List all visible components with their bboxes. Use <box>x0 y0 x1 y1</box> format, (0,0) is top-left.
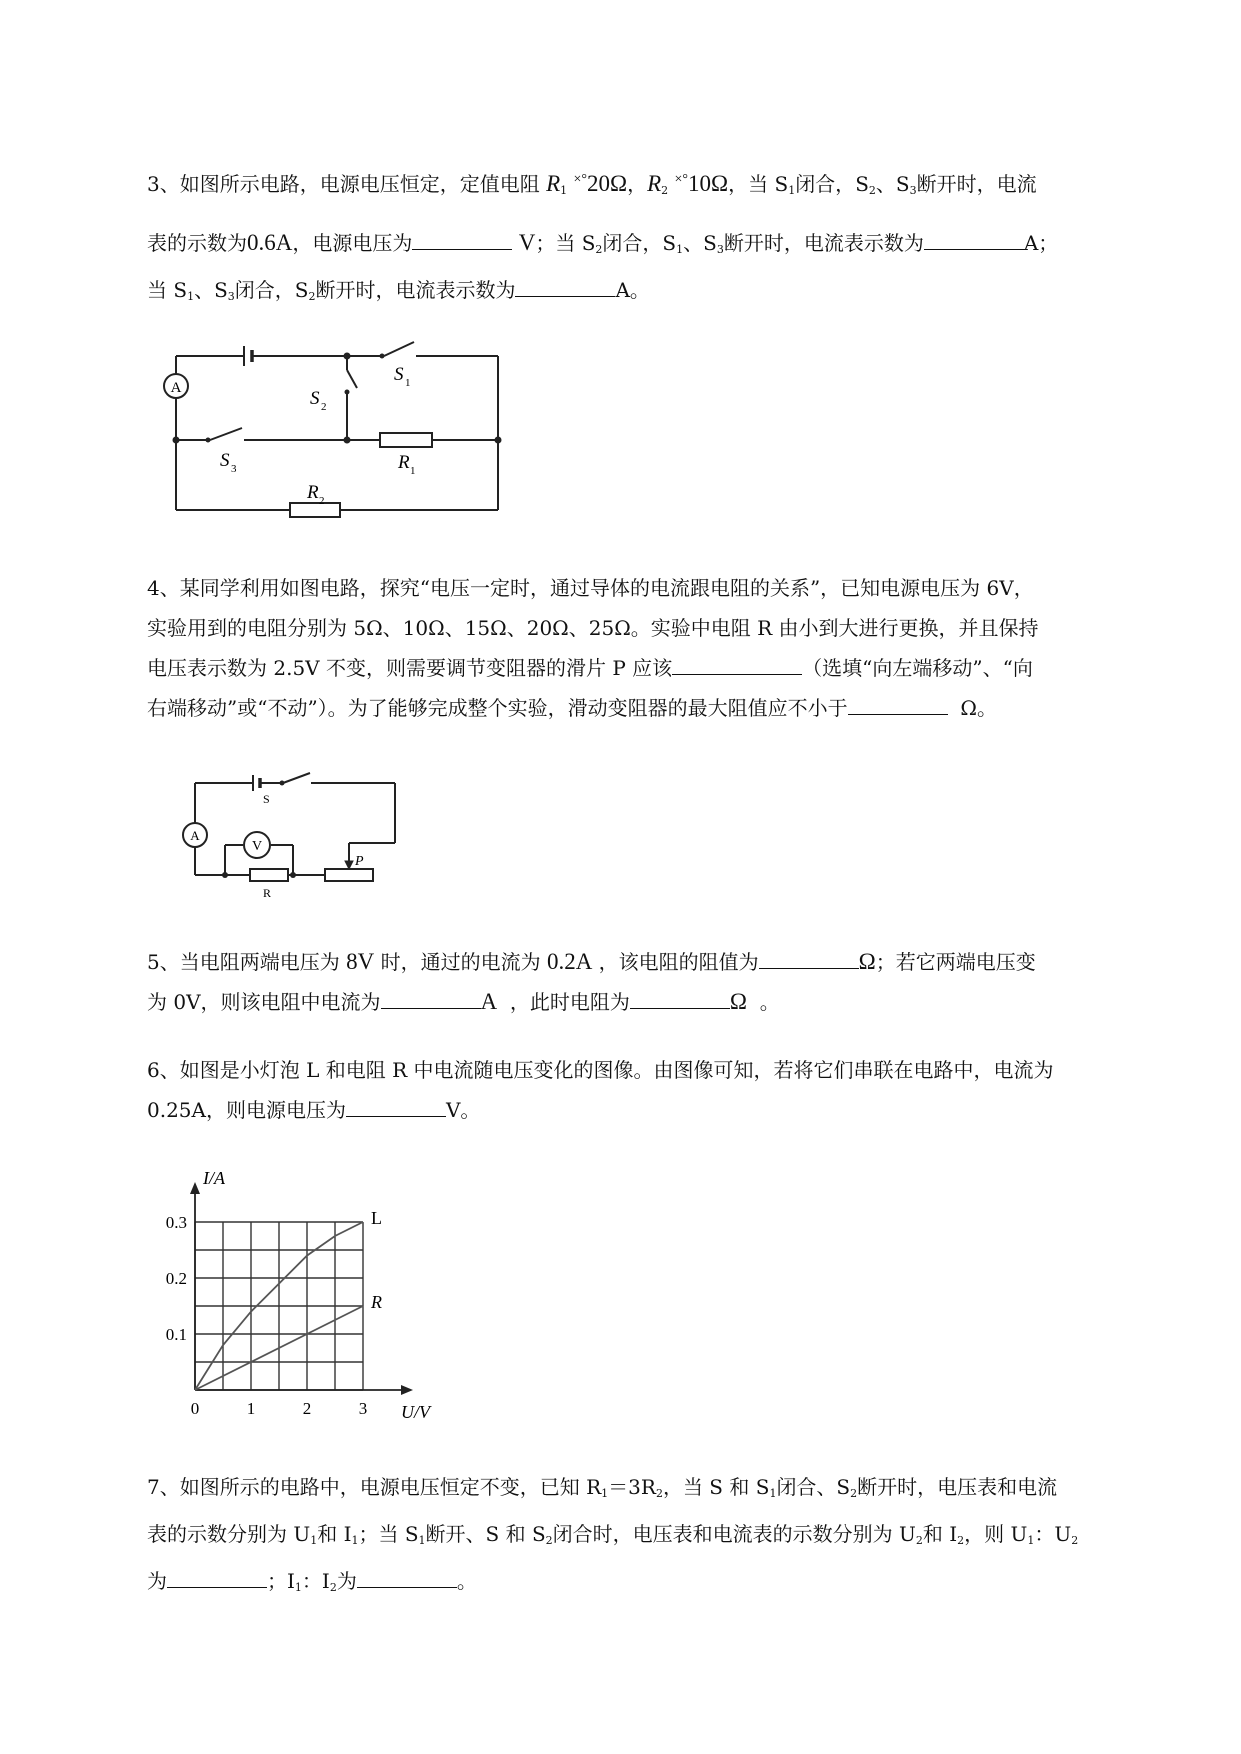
x-tick-label: 3 <box>358 1399 368 1418</box>
y-tick-label: 0.2 <box>165 1269 187 1288</box>
q4-ammeter-label: A <box>190 828 200 843</box>
q4-answer-blank-2[interactable] <box>848 694 948 715</box>
q4-switch-label: S <box>263 792 270 806</box>
q7-line-2: 表的示数分别为 $U_1$和 $I_1$；当 $S_1$断开、S 和 $S_2$闭合时，电压表和电流表的示数分别为 $U_2$和 $I_2$，则 $U_1$：$U_2$ <box>147 1522 1079 1547</box>
x-tick-label: 0 <box>190 1399 200 1418</box>
q4-slider-label: P <box>355 854 364 869</box>
q5-line-1: 5、当电阻两端电压为 8V 时，通过的电流为 0.2A ，该电阻的阻值为 Ω；若它两端电压变 <box>147 949 1036 974</box>
r2-sub: 2 <box>319 495 325 507</box>
series-label-L: L <box>371 1208 382 1228</box>
y-tick-label: 0.3 <box>165 1213 187 1232</box>
question-3 <box>147 160 1157 317</box>
q6-line-2: 0.25A，则电源电压为 V。 <box>147 1098 481 1122</box>
s2-sub: 2 <box>321 401 327 413</box>
s3-label: S <box>220 450 230 471</box>
q5-answer-blank-3[interactable] <box>630 988 730 1009</box>
s1-sub: 1 <box>405 377 411 389</box>
q7-line-3: 为 ；$I_1$：$I_2$为 。 <box>147 1569 477 1594</box>
q3-line-3: 当 $S_1$、$S_3$闭合，$S_2$断开时，电流表示数为 A。 <box>147 278 650 303</box>
q6-line-1: 6、如图是小灯泡 L 和电阻 R 中电流随电压变化的图像。由图像可知，若将它们串联在电路中，电流为 <box>147 1058 1054 1082</box>
q7-answer-blank-2[interactable] <box>357 1567 457 1588</box>
q5-answer-blank-2[interactable] <box>381 988 481 1009</box>
y-axis-arrow <box>190 1182 200 1194</box>
series-label-R: R <box>371 1292 382 1312</box>
q3-line-1: 3、如图所示电路，电源电压恒定，定值电阻 $R_1$ ×°20Ω，$R_2$ ×°10Ω，当 $S_1$闭合，$S_2$、$S_3$断开时，电流 <box>147 171 1037 197</box>
q3-line-2: 表的示数为0.6A，电源电压为 V；当 $S_2$闭合，$S_1$、$S_3$断开时，电流表示数为 A； <box>147 230 1059 256</box>
question-5 <box>147 942 1157 1022</box>
s2-label: S <box>310 388 320 409</box>
r1-label: R <box>398 452 410 473</box>
q4-line-3: 电压表示数为 2.5V 不变，则需要调节变阻器的滑片 P 应该 （选填“向左端移动”、“向 <box>147 656 1033 680</box>
q3-answer-blank-2[interactable] <box>924 229 1024 250</box>
q3-answer-blank-1[interactable] <box>412 229 512 250</box>
y-axis-label: I/A <box>203 1168 225 1188</box>
y-tick-label: 0.1 <box>165 1325 187 1344</box>
x-axis-label: U/V <box>401 1402 430 1422</box>
q5-answer-blank-1[interactable] <box>759 948 859 969</box>
r1-sub: 1 <box>410 465 416 477</box>
q3-circuit-diagram <box>160 330 510 520</box>
q4-answer-blank-1[interactable] <box>672 654 802 675</box>
q5-line-2: 为 0V，则该电阻中电流为 A ，此时电阻为 Ω 。 <box>147 989 780 1014</box>
q3-answer-blank-3[interactable] <box>515 276 615 297</box>
q4-circuit-diagram <box>165 775 405 905</box>
x-axis-arrow <box>401 1385 413 1395</box>
q4-line-2: 实验用到的电阻分别为 5Ω、10Ω、15Ω、20Ω、25Ω。实验中电阻 R 由小到大进行更换，并且保持 <box>147 616 1039 640</box>
q6-answer-blank[interactable] <box>346 1096 446 1117</box>
s1-label: S <box>394 364 404 385</box>
q4-resistor-label: R <box>263 886 272 900</box>
q7-answer-blank-1[interactable] <box>167 1567 267 1588</box>
r2-label: R <box>307 482 319 503</box>
iv-chart <box>165 1160 490 1430</box>
q4-line-4: 右端移动”或“不动”）。为了能够完成整个实验，滑动变阻器的最大阻值应不小于 Ω。 <box>147 696 997 720</box>
q7-line-1: 7、如图所示的电路中，电源电压恒定不变，已知 $R_1=3R_2$，当 S 和 $S_1$闭合、$S_2$断开时，电压表和电流 <box>147 1475 1058 1500</box>
q4-voltmeter-label: V <box>251 839 263 854</box>
question-4 <box>147 568 1157 728</box>
x-tick-label: 1 <box>246 1399 256 1418</box>
s3-sub: 3 <box>231 463 237 475</box>
q4-line-1: 4、某同学利用如图电路，探究“电压一定时，通过导体的电流跟电阻的关系”，已知电源电压为 6V， <box>147 576 1034 600</box>
x-tick-label: 2 <box>302 1399 312 1418</box>
ammeter-label: A <box>170 380 182 396</box>
question-6 <box>147 1050 1157 1130</box>
question-7 <box>147 1467 1157 1608</box>
